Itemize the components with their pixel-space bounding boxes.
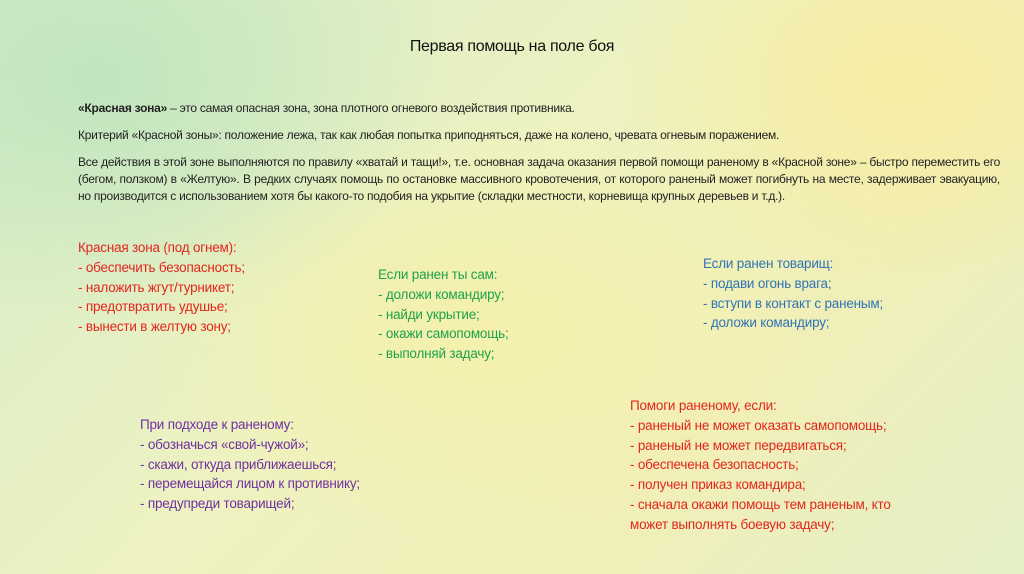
list-item: - сначала окажи помощь тем раненым, кто [630,496,891,512]
list-heading: Если ранен ты сам: [378,267,498,282]
list-item: - перемещайся лицом к противнику; [140,476,360,492]
list-item: - получен приказ командира; [630,477,806,493]
list-item: - скажи, откуда приближаешься; [140,456,337,472]
paragraph-actions: Все действия в этой зоне выполняются по правилу «хватай и тащи!», т.е. основная задача оказания первой помощи раненому в «Красной зоне» – быстро переместить его (бегом, ползком) в «Желтую». В редких случаях помощь по остановке массивного кровотечения, от которого раненый может погибнуть на месте, задерживает эвакуацию, но производится с использованием хотя бы какого-то подобия на укрытие (складки местности, корневища крупных деревьев и т.д.). [78,155,1000,203]
red-zone-term: «Красная зона» [78,101,168,115]
paragraph-criterion: Критерий «Красной зоны»: положение лежа, так как любая попытка приподняться, даже на колено, чревата огневым поражением. [78,128,780,142]
list-approach [140,415,360,514]
list-item: - предупреди товарищей; [140,496,295,512]
list-self-wounded [378,265,509,364]
list-item: - вынести в желтую зону; [78,319,231,335]
list-comrade-wounded [703,254,883,333]
list-heading: Если ранен товарищ: [703,256,834,271]
list-item: - раненый не может передвигаться; [630,437,847,453]
list-item: - окажи самопомощь; [378,326,509,342]
slide-title: Первая помощь на поле боя [409,38,615,55]
list-item: - подави огонь врага; [703,275,832,291]
list-heading: Красная зона (под огнем): [78,240,237,255]
list-item: - доложи командиру; [703,315,830,331]
list-heading: При подходе к раненому: [140,417,294,432]
red-zone-definition: – это самая опасная зона, зона плотного огневого воздействия противника. [167,101,575,115]
list-item: - обозначься «свой-чужой»; [140,436,309,452]
list-item: - доложи командиру; [378,286,505,302]
paragraph-red-zone-definition [78,100,1000,117]
list-red-zone [78,238,245,337]
list-item: - вступи в контакт с раненым; [703,295,884,311]
list-item: - выполняй задачу; [378,346,495,362]
list-item: - наложить жгут/турникет; [78,279,235,295]
list-heading: Помоги раненому, если: [630,398,777,413]
list-item: - обеспечить безопасность; [78,259,245,275]
list-item: - предотвратить удушье; [78,299,228,315]
list-item: - раненый не может оказать самопомощь; [630,417,887,433]
list-help-if [630,396,891,535]
list-item: может выполнять боевую задачу; [630,516,835,532]
list-item: - найди укрытие; [378,306,480,322]
list-item: - обеспечена безопасность; [630,457,799,473]
